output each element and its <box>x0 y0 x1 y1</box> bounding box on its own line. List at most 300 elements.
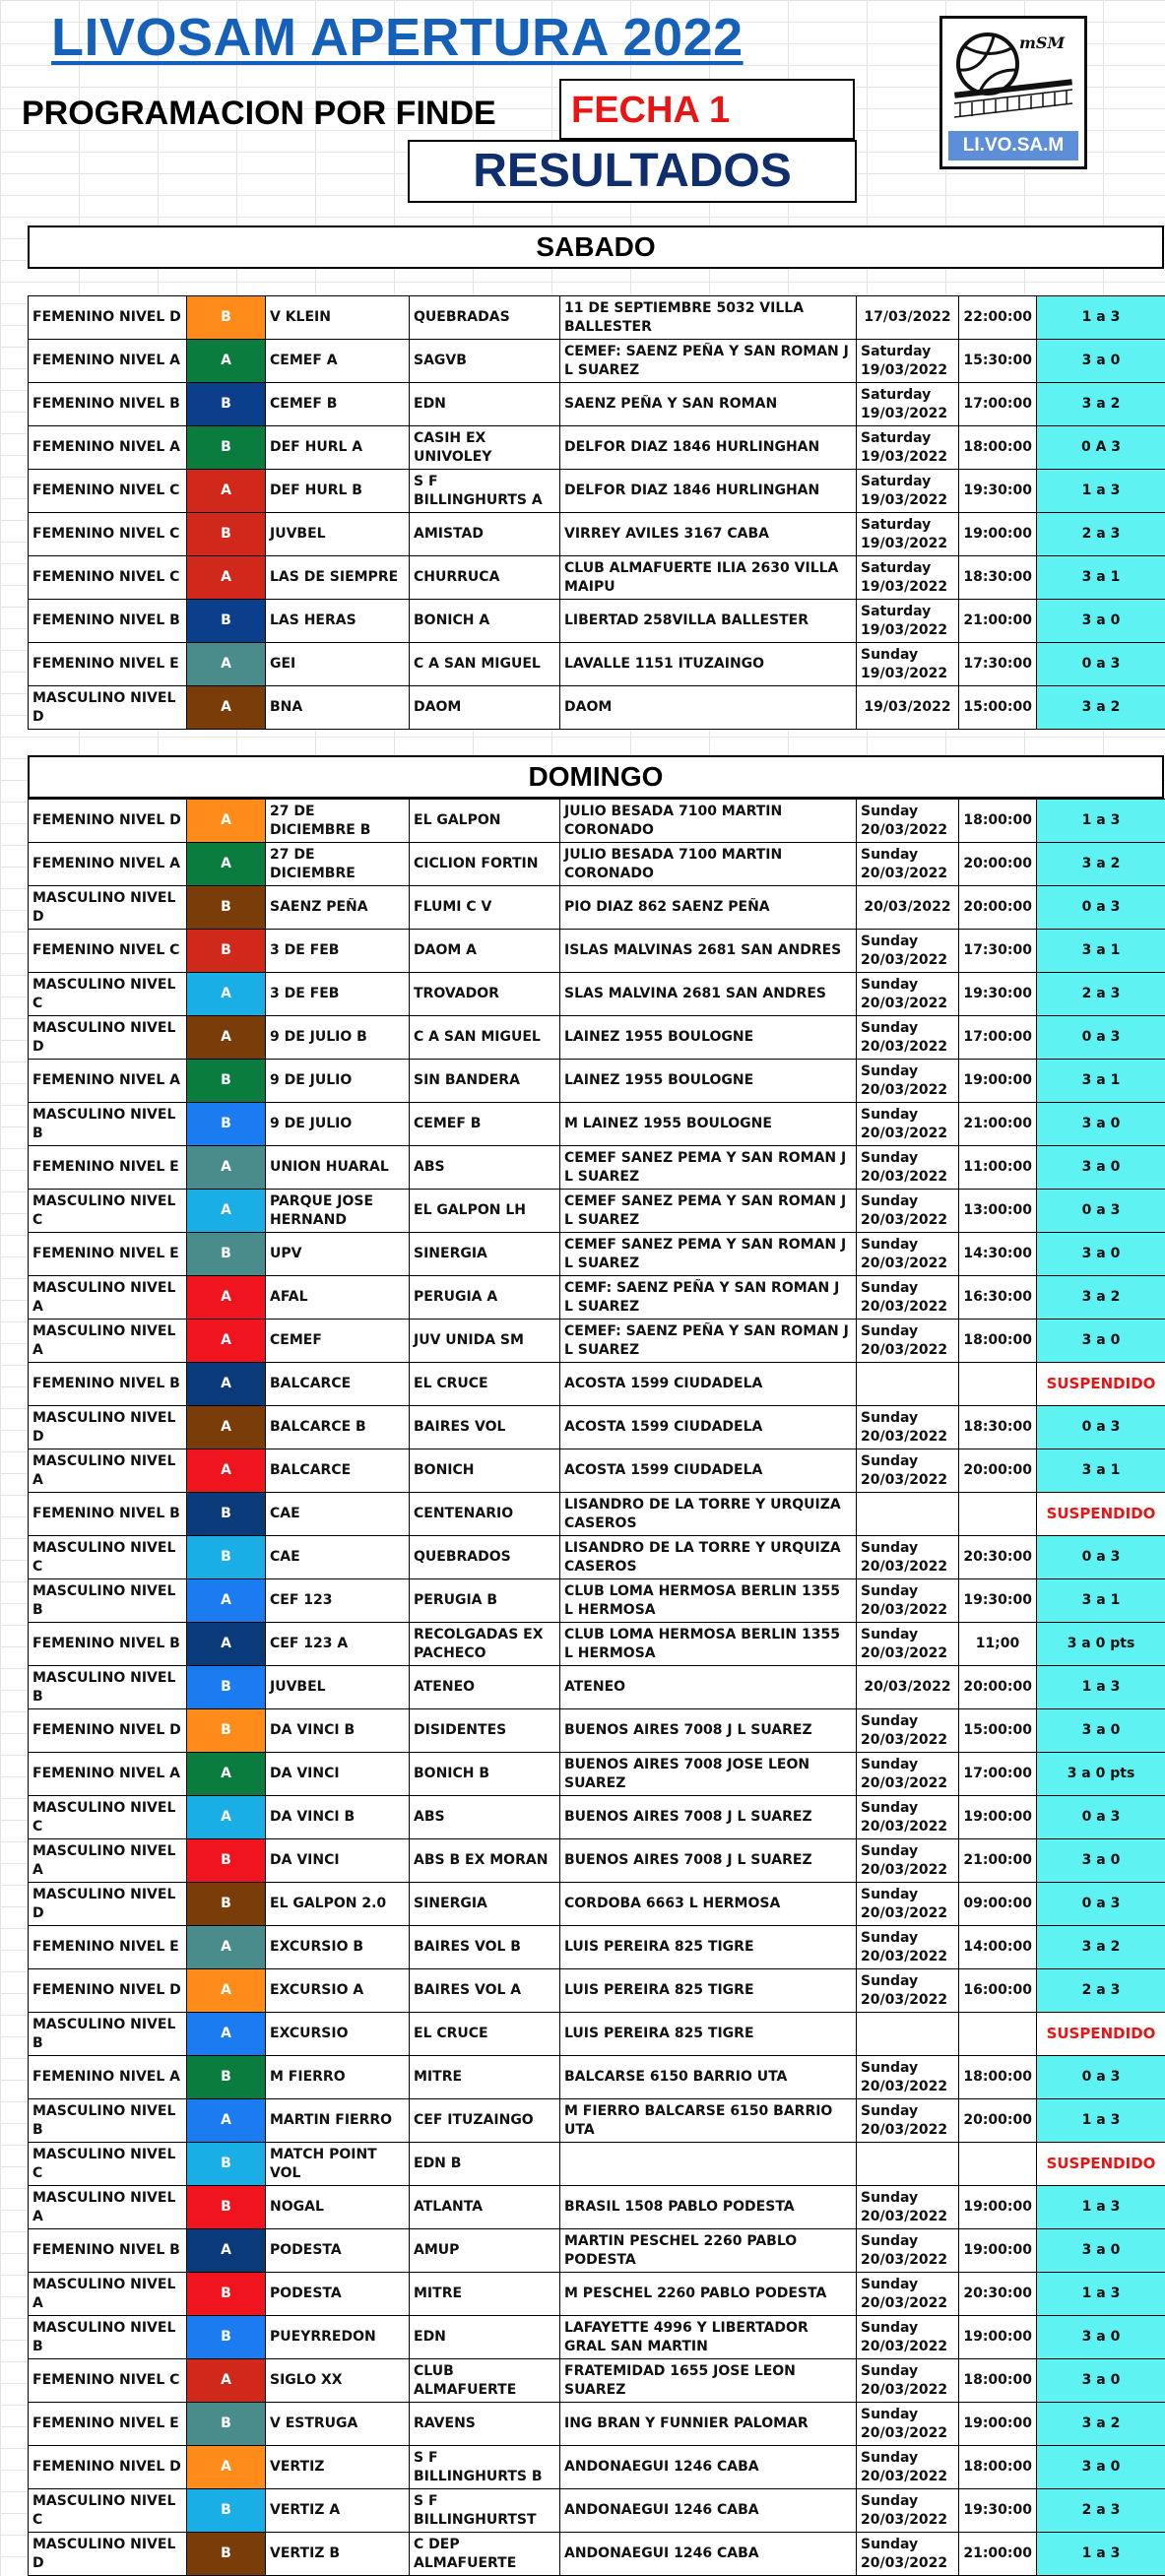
home-team-cell: MATCH POINT VOL <box>266 2143 410 2186</box>
group-cell: A <box>187 556 266 600</box>
time-cell: 19:00:00 <box>959 1060 1037 1103</box>
result-cell: 0 a 3 <box>1037 1796 1165 1839</box>
group-cell: B <box>187 600 266 643</box>
result-cell: 3 a 0 <box>1037 2359 1165 2403</box>
level-cell: MASCULINO NIVEL D <box>29 1883 187 1926</box>
match-row <box>29 296 1165 340</box>
result-cell: 3 a 2 <box>1037 2403 1165 2446</box>
date-cell: Sunday 20/03/2022 <box>857 2273 959 2316</box>
date-cell: Sunday 20/03/2022 <box>857 1320 959 1363</box>
away-team-cell: DAOM <box>410 686 560 730</box>
result-cell: SUSPENDIDO <box>1037 1363 1165 1406</box>
time-cell: 19:30:00 <box>959 1579 1037 1623</box>
match-row <box>29 340 1165 383</box>
home-team-cell: PODESTA <box>266 2229 410 2273</box>
date-cell: Sunday 20/03/2022 <box>857 2489 959 2533</box>
away-team-cell: MITRE <box>410 2273 560 2316</box>
level-cell: MASCULINO NIVEL B <box>29 1579 187 1623</box>
home-team-cell: BALCARCE <box>266 1363 410 1406</box>
date-cell: Sunday 20/03/2022 <box>857 2099 959 2143</box>
away-team-cell: BAIRES VOL <box>410 1406 560 1449</box>
result-cell: 3 a 0 <box>1037 1233 1165 1276</box>
away-team-cell: CEMEF B <box>410 1103 560 1146</box>
level-cell: MASCULINO NIVEL B <box>29 1103 187 1146</box>
venue-cell: LAFAYETTE 4996 Y LIBERTADOR GRAL SAN MARTIN <box>560 2316 857 2359</box>
group-cell: B <box>187 2489 266 2533</box>
match-row <box>29 973 1165 1016</box>
time-cell: 15:00:00 <box>959 1709 1037 1753</box>
level-cell: MASCULINO NIVEL B <box>29 1666 187 1709</box>
home-team-cell: JUVBEL <box>266 513 410 556</box>
time-cell <box>959 1363 1037 1406</box>
match-row <box>29 2099 1165 2143</box>
date-cell: Sunday 20/03/2022 <box>857 843 959 886</box>
group-cell: A <box>187 2229 266 2273</box>
level-cell: FEMENINO NIVEL B <box>29 1363 187 1406</box>
away-team-cell: EDN B <box>410 2143 560 2186</box>
match-row <box>29 1233 1165 1276</box>
group-cell: A <box>187 1449 266 1493</box>
venue-cell: M PESCHEL 2260 PABLO PODESTA <box>560 2273 857 2316</box>
section-sabado: SABADO <box>28 225 1164 269</box>
group-cell: A <box>187 2013 266 2056</box>
group-cell: A <box>187 1579 266 1623</box>
level-cell: FEMENINO NIVEL C <box>29 513 187 556</box>
away-team-cell: CEF ITUZAINGO <box>410 2099 560 2143</box>
home-team-cell: CAE <box>266 1493 410 1536</box>
match-row <box>29 2533 1165 2576</box>
venue-cell: FRATEMIDAD 1655 JOSE LEON SUAREZ <box>560 2359 857 2403</box>
match-row <box>29 1449 1165 1493</box>
away-team-cell: CENTENARIO <box>410 1493 560 1536</box>
group-cell: A <box>187 1320 266 1363</box>
time-cell: 17:30:00 <box>959 643 1037 686</box>
level-cell: MASCULINO NIVEL C <box>29 1796 187 1839</box>
date-cell: Sunday 20/03/2022 <box>857 1276 959 1320</box>
venue-cell: SAENZ PEÑA Y SAN ROMAN <box>560 383 857 426</box>
venue-cell: CEMEF SANEZ PEMA Y SAN ROMAN J L SUAREZ <box>560 1233 857 1276</box>
match-row <box>29 1796 1165 1839</box>
match-row <box>29 1839 1165 1883</box>
match-row <box>29 2273 1165 2316</box>
away-team-cell: CHURRUCA <box>410 556 560 600</box>
time-cell: 15:00:00 <box>959 686 1037 730</box>
level-cell: FEMENINO NIVEL C <box>29 556 187 600</box>
sabado-table <box>28 295 1165 730</box>
level-cell: FEMENINO NIVEL D <box>29 1709 187 1753</box>
group-cell: A <box>187 1753 266 1796</box>
home-team-cell: EXCURSIO B <box>266 1926 410 1969</box>
home-team-cell: PUEYRREDON <box>266 2316 410 2359</box>
away-team-cell: ABS B EX MORAN <box>410 1839 560 1883</box>
match-row <box>29 1536 1165 1579</box>
venue-cell: ANDONAEGUI 1246 CABA <box>560 2446 857 2489</box>
home-team-cell: BALCARCE B <box>266 1406 410 1449</box>
venue-cell: CLUB LOMA HERMOSA BERLIN 1355 L HERMOSA <box>560 1579 857 1623</box>
result-cell: 3 a 0 pts <box>1037 1623 1165 1666</box>
home-team-cell: UNION HUARAL <box>266 1146 410 1190</box>
time-cell: 20:00:00 <box>959 1449 1037 1493</box>
date-cell <box>857 1363 959 1406</box>
time-cell: 11:00:00 <box>959 1146 1037 1190</box>
date-cell: Sunday 20/03/2022 <box>857 1796 959 1839</box>
time-cell: 16:00:00 <box>959 1969 1037 2013</box>
time-cell: 18:00:00 <box>959 2446 1037 2489</box>
match-row <box>29 556 1165 600</box>
venue-cell: CEMEF SANEZ PEMA Y SAN ROMAN J L SUAREZ <box>560 1146 857 1190</box>
home-team-cell: BNA <box>266 686 410 730</box>
date-cell <box>857 1493 959 1536</box>
level-cell: MASCULINO NIVEL D <box>29 2533 187 2576</box>
match-row <box>29 1579 1165 1623</box>
home-team-cell: 9 DE JULIO <box>266 1060 410 1103</box>
time-cell: 22:00:00 <box>959 296 1037 340</box>
time-cell: 18:00:00 <box>959 2359 1037 2403</box>
match-row <box>29 1060 1165 1103</box>
date-cell: Sunday 20/03/2022 <box>857 1060 959 1103</box>
match-row <box>29 1320 1165 1363</box>
venue-cell: MARTIN PESCHEL 2260 PABLO PODESTA <box>560 2229 857 2273</box>
match-row <box>29 2359 1165 2403</box>
level-cell: FEMENINO NIVEL A <box>29 340 187 383</box>
fecha-label: FECHA 1 <box>571 85 730 136</box>
away-team-cell: EL CRUCE <box>410 2013 560 2056</box>
match-row <box>29 2056 1165 2099</box>
time-cell: 18:00:00 <box>959 2056 1037 2099</box>
home-team-cell: CEF 123 A <box>266 1623 410 1666</box>
away-team-cell: ABS <box>410 1146 560 1190</box>
result-cell: 3 a 2 <box>1037 1276 1165 1320</box>
result-cell: 3 a 2 <box>1037 1926 1165 1969</box>
group-cell: A <box>187 800 266 843</box>
match-row <box>29 2143 1165 2186</box>
level-cell: MASCULINO NIVEL D <box>29 1016 187 1060</box>
match-row <box>29 2229 1165 2273</box>
match-row <box>29 1190 1165 1233</box>
venue-cell: DELFOR DIAZ 1846 HURLINGHAN <box>560 426 857 470</box>
result-cell: 0 a 3 <box>1037 1406 1165 1449</box>
match-row <box>29 686 1165 730</box>
time-cell: 19:00:00 <box>959 2316 1037 2359</box>
away-team-cell: CICLION FORTIN <box>410 843 560 886</box>
home-team-cell: 3 DE FEB <box>266 973 410 1016</box>
venue-cell <box>560 2143 857 2186</box>
away-team-cell: S F BILLINGHURTS A <box>410 470 560 513</box>
result-cell: 3 a 0 <box>1037 1146 1165 1190</box>
level-cell: MASCULINO NIVEL A <box>29 1276 187 1320</box>
result-cell: 3 a 1 <box>1037 1449 1165 1493</box>
match-row <box>29 1883 1165 1926</box>
result-cell: 3 a 0 <box>1037 340 1165 383</box>
result-cell: 0 A 3 <box>1037 426 1165 470</box>
result-cell: SUSPENDIDO <box>1037 2013 1165 2056</box>
away-team-cell: ATLANTA <box>410 2186 560 2229</box>
date-cell: Sunday 20/03/2022 <box>857 2186 959 2229</box>
home-team-cell: SIGLO XX <box>266 2359 410 2403</box>
venue-cell: ISLAS MALVINAS 2681 SAN ANDRES <box>560 930 857 973</box>
home-team-cell: 9 DE JULIO <box>266 1103 410 1146</box>
match-row <box>29 1103 1165 1146</box>
time-cell: 18:00:00 <box>959 426 1037 470</box>
venue-cell: LISANDRO DE LA TORRE Y URQUIZA CASEROS <box>560 1536 857 1579</box>
result-cell: 3 a 0 <box>1037 2446 1165 2489</box>
result-cell: 2 a 3 <box>1037 1969 1165 2013</box>
away-team-cell: BONICH A <box>410 600 560 643</box>
result-cell: 2 a 3 <box>1037 513 1165 556</box>
match-row <box>29 1969 1165 2013</box>
time-cell: 11;00 <box>959 1623 1037 1666</box>
date-cell: Sunday 20/03/2022 <box>857 1709 959 1753</box>
home-team-cell: EXCURSIO A <box>266 1969 410 2013</box>
result-cell: 3 a 2 <box>1037 383 1165 426</box>
level-cell: MASCULINO NIVEL C <box>29 1190 187 1233</box>
away-team-cell: EDN <box>410 383 560 426</box>
match-row <box>29 426 1165 470</box>
date-cell: Saturday 19/03/2022 <box>857 556 959 600</box>
away-team-cell: EL GALPON <box>410 800 560 843</box>
date-cell: Sunday 20/03/2022 <box>857 2056 959 2099</box>
venue-cell: DAOM <box>560 686 857 730</box>
home-team-cell: 3 DE FEB <box>266 930 410 973</box>
venue-cell: BUENOS AIRES 7008 J L SUAREZ <box>560 1796 857 1839</box>
away-team-cell: C A SAN MIGUEL <box>410 1016 560 1060</box>
result-cell: 0 a 3 <box>1037 2056 1165 2099</box>
time-cell: 20:00:00 <box>959 886 1037 930</box>
group-cell: A <box>187 1016 266 1060</box>
domingo-table <box>28 799 1165 2576</box>
level-cell: FEMENINO NIVEL B <box>29 2229 187 2273</box>
venue-cell: ACOSTA 1599 CIUDADELA <box>560 1363 857 1406</box>
time-cell: 18:00:00 <box>959 1320 1037 1363</box>
level-cell: FEMENINO NIVEL A <box>29 1753 187 1796</box>
away-team-cell: EL GALPON LH <box>410 1190 560 1233</box>
section-domingo: DOMINGO <box>28 755 1164 799</box>
venue-cell: BUENOS AIRES 7008 J L SUAREZ <box>560 1709 857 1753</box>
result-cell: 0 a 3 <box>1037 1883 1165 1926</box>
level-cell: MASCULINO NIVEL D <box>29 886 187 930</box>
home-team-cell: VERTIZ B <box>266 2533 410 2576</box>
venue-cell: BRASIL 1508 PABLO PODESTA <box>560 2186 857 2229</box>
time-cell: 19:00:00 <box>959 2403 1037 2446</box>
venue-cell: 11 DE SEPTIEMBRE 5032 VILLA BALLESTER <box>560 296 857 340</box>
date-cell: 17/03/2022 <box>857 296 959 340</box>
home-team-cell: PARQUE JOSE HERNAND <box>266 1190 410 1233</box>
home-team-cell: LAS DE SIEMPRE <box>266 556 410 600</box>
match-row <box>29 2403 1165 2446</box>
group-cell: B <box>187 1709 266 1753</box>
level-cell: FEMENINO NIVEL A <box>29 843 187 886</box>
time-cell: 19:30:00 <box>959 2489 1037 2533</box>
home-team-cell: 27 DE DICIEMBRE B <box>266 800 410 843</box>
group-cell: A <box>187 340 266 383</box>
away-team-cell: FLUMI C V <box>410 886 560 930</box>
venue-cell: LUIS PEREIRA 825 TIGRE <box>560 2013 857 2056</box>
away-team-cell: EDN <box>410 2316 560 2359</box>
group-cell: B <box>187 1883 266 1926</box>
match-row <box>29 1406 1165 1449</box>
match-row <box>29 2186 1165 2229</box>
time-cell: 18:00:00 <box>959 800 1037 843</box>
group-cell: A <box>187 1276 266 1320</box>
time-cell: 16:30:00 <box>959 1276 1037 1320</box>
time-cell: 17:00:00 <box>959 383 1037 426</box>
home-team-cell: DA VINCI <box>266 1753 410 1796</box>
home-team-cell: PODESTA <box>266 2273 410 2316</box>
match-row <box>29 2013 1165 2056</box>
group-cell: B <box>187 383 266 426</box>
result-cell: 3 a 0 <box>1037 1839 1165 1883</box>
match-row <box>29 1709 1165 1753</box>
venue-cell: ANDONAEGUI 1246 CABA <box>560 2489 857 2533</box>
date-cell: Saturday 19/03/2022 <box>857 426 959 470</box>
date-cell: Saturday 19/03/2022 <box>857 513 959 556</box>
group-cell: B <box>187 2273 266 2316</box>
result-cell: 3 a 0 <box>1037 1103 1165 1146</box>
time-cell: 20:00:00 <box>959 2099 1037 2143</box>
level-cell: MASCULINO NIVEL A <box>29 1839 187 1883</box>
level-cell: FEMENINO NIVEL A <box>29 426 187 470</box>
time-cell: 13:00:00 <box>959 1190 1037 1233</box>
match-row <box>29 2446 1165 2489</box>
date-cell: 20/03/2022 <box>857 886 959 930</box>
group-cell: B <box>187 886 266 930</box>
date-cell: Sunday 20/03/2022 <box>857 930 959 973</box>
date-cell: Saturday 19/03/2022 <box>857 340 959 383</box>
group-cell: A <box>187 686 266 730</box>
group-cell: A <box>187 2359 266 2403</box>
group-cell: B <box>187 296 266 340</box>
date-cell: Sunday 20/03/2022 <box>857 1016 959 1060</box>
group-cell: B <box>187 1839 266 1883</box>
result-cell: 1 a 3 <box>1037 2533 1165 2576</box>
result-cell: 2 a 3 <box>1037 2489 1165 2533</box>
level-cell: MASCULINO NIVEL A <box>29 1449 187 1493</box>
venue-cell: ATENEO <box>560 1666 857 1709</box>
venue-cell: ACOSTA 1599 CIUDADELA <box>560 1406 857 1449</box>
home-team-cell: GEI <box>266 643 410 686</box>
group-cell: A <box>187 1190 266 1233</box>
level-cell: FEMENINO NIVEL B <box>29 600 187 643</box>
venue-cell: JULIO BESADA 7100 MARTIN CORONADO <box>560 843 857 886</box>
match-row <box>29 383 1165 426</box>
home-team-cell: BALCARCE <box>266 1449 410 1493</box>
time-cell: 20:30:00 <box>959 2273 1037 2316</box>
home-team-cell: CEF 123 <box>266 1579 410 1623</box>
level-cell: MASCULINO NIVEL B <box>29 2316 187 2359</box>
group-cell: B <box>187 426 266 470</box>
time-cell: 17:30:00 <box>959 930 1037 973</box>
venue-cell: PIO DIAZ 862 SAENZ PEÑA <box>560 886 857 930</box>
home-team-cell: DEF HURL A <box>266 426 410 470</box>
date-cell: Sunday 20/03/2022 <box>857 1233 959 1276</box>
venue-cell: ANDONAEGUI 1246 CABA <box>560 2533 857 2576</box>
time-cell <box>959 2143 1037 2186</box>
group-cell: B <box>187 930 266 973</box>
group-cell: B <box>187 1666 266 1709</box>
venue-cell: BUENOS AIRES 7008 J L SUAREZ <box>560 1839 857 1883</box>
page-title: LIVOSAM APERTURA 2022 <box>51 6 744 69</box>
result-cell: 3 a 1 <box>1037 1060 1165 1103</box>
away-team-cell: BAIRES VOL B <box>410 1926 560 1969</box>
date-cell: Sunday 20/03/2022 <box>857 2403 959 2446</box>
result-cell: 3 a 0 pts <box>1037 1753 1165 1796</box>
date-cell: Saturday 19/03/2022 <box>857 600 959 643</box>
match-row <box>29 600 1165 643</box>
away-team-cell: EL CRUCE <box>410 1363 560 1406</box>
group-cell: A <box>187 1796 266 1839</box>
date-cell: Sunday 20/03/2022 <box>857 1449 959 1493</box>
group-cell: B <box>187 2316 266 2359</box>
time-cell: 14:00:00 <box>959 1926 1037 1969</box>
date-cell: Sunday 20/03/2022 <box>857 1623 959 1666</box>
venue-cell: LAINEZ 1955 BOULOGNE <box>560 1016 857 1060</box>
match-row <box>29 930 1165 973</box>
venue-cell: JULIO BESADA 7100 MARTIN CORONADO <box>560 800 857 843</box>
level-cell: MASCULINO NIVEL B <box>29 2013 187 2056</box>
level-cell: FEMENINO NIVEL B <box>29 383 187 426</box>
result-cell: 1 a 3 <box>1037 2099 1165 2143</box>
date-cell: Sunday 20/03/2022 <box>857 973 959 1016</box>
group-cell: B <box>187 2533 266 2576</box>
away-team-cell: MITRE <box>410 2056 560 2099</box>
time-cell: 18:30:00 <box>959 1406 1037 1449</box>
away-team-cell: CASIH EX UNIVOLEY <box>410 426 560 470</box>
level-cell: MASCULINO NIVEL A <box>29 2273 187 2316</box>
group-cell: A <box>187 843 266 886</box>
match-row <box>29 1146 1165 1190</box>
date-cell <box>857 2013 959 2056</box>
level-cell: FEMENINO NIVEL E <box>29 1146 187 1190</box>
away-team-cell: C DEP ALMAFUERTE <box>410 2533 560 2576</box>
home-team-cell: JUVBEL <box>266 1666 410 1709</box>
home-team-cell: VERTIZ A <box>266 2489 410 2533</box>
match-row <box>29 2489 1165 2533</box>
home-team-cell: EL GALPON 2.0 <box>266 1883 410 1926</box>
home-team-cell: DA VINCI B <box>266 1796 410 1839</box>
away-team-cell: SINERGIA <box>410 1233 560 1276</box>
result-cell: 0 a 3 <box>1037 1536 1165 1579</box>
venue-cell: LAINEZ 1955 BOULOGNE <box>560 1060 857 1103</box>
away-team-cell: PERUGIA B <box>410 1579 560 1623</box>
result-cell: 3 a 0 <box>1037 2229 1165 2273</box>
date-cell: Sunday 20/03/2022 <box>857 2446 959 2489</box>
venue-cell: CEMF: SAENZ PEÑA Y SAN ROMAN J L SUAREZ <box>560 1276 857 1320</box>
time-cell: 21:00:00 <box>959 1839 1037 1883</box>
result-cell: 1 a 3 <box>1037 800 1165 843</box>
result-cell: 0 a 3 <box>1037 643 1165 686</box>
date-cell: Sunday 20/03/2022 <box>857 1190 959 1233</box>
venue-cell: CLUB ALMAFUERTE ILIA 2630 VILLA MAIPU <box>560 556 857 600</box>
group-cell: B <box>187 1233 266 1276</box>
league-logo <box>939 16 1087 169</box>
time-cell <box>959 2013 1037 2056</box>
home-team-cell: M FIERRO <box>266 2056 410 2099</box>
venue-cell: BUENOS AIRES 7008 JOSE LEON SUAREZ <box>560 1753 857 1796</box>
away-team-cell: BONICH B <box>410 1753 560 1796</box>
venue-cell: M FIERRO BALCARSE 6150 BARRIO UTA <box>560 2099 857 2143</box>
logo-mark: mSM <box>1019 33 1066 52</box>
level-cell: FEMENINO NIVEL D <box>29 800 187 843</box>
group-cell: A <box>187 1969 266 2013</box>
match-row <box>29 886 1165 930</box>
result-cell: 3 a 0 <box>1037 600 1165 643</box>
venue-cell: LUIS PEREIRA 825 TIGRE <box>560 1969 857 2013</box>
date-cell: Sunday 20/03/2022 <box>857 2229 959 2273</box>
result-cell: 3 a 0 <box>1037 1709 1165 1753</box>
time-cell: 20:30:00 <box>959 1536 1037 1579</box>
level-cell: MASCULINO NIVEL C <box>29 1536 187 1579</box>
date-cell: 20/03/2022 <box>857 1666 959 1709</box>
